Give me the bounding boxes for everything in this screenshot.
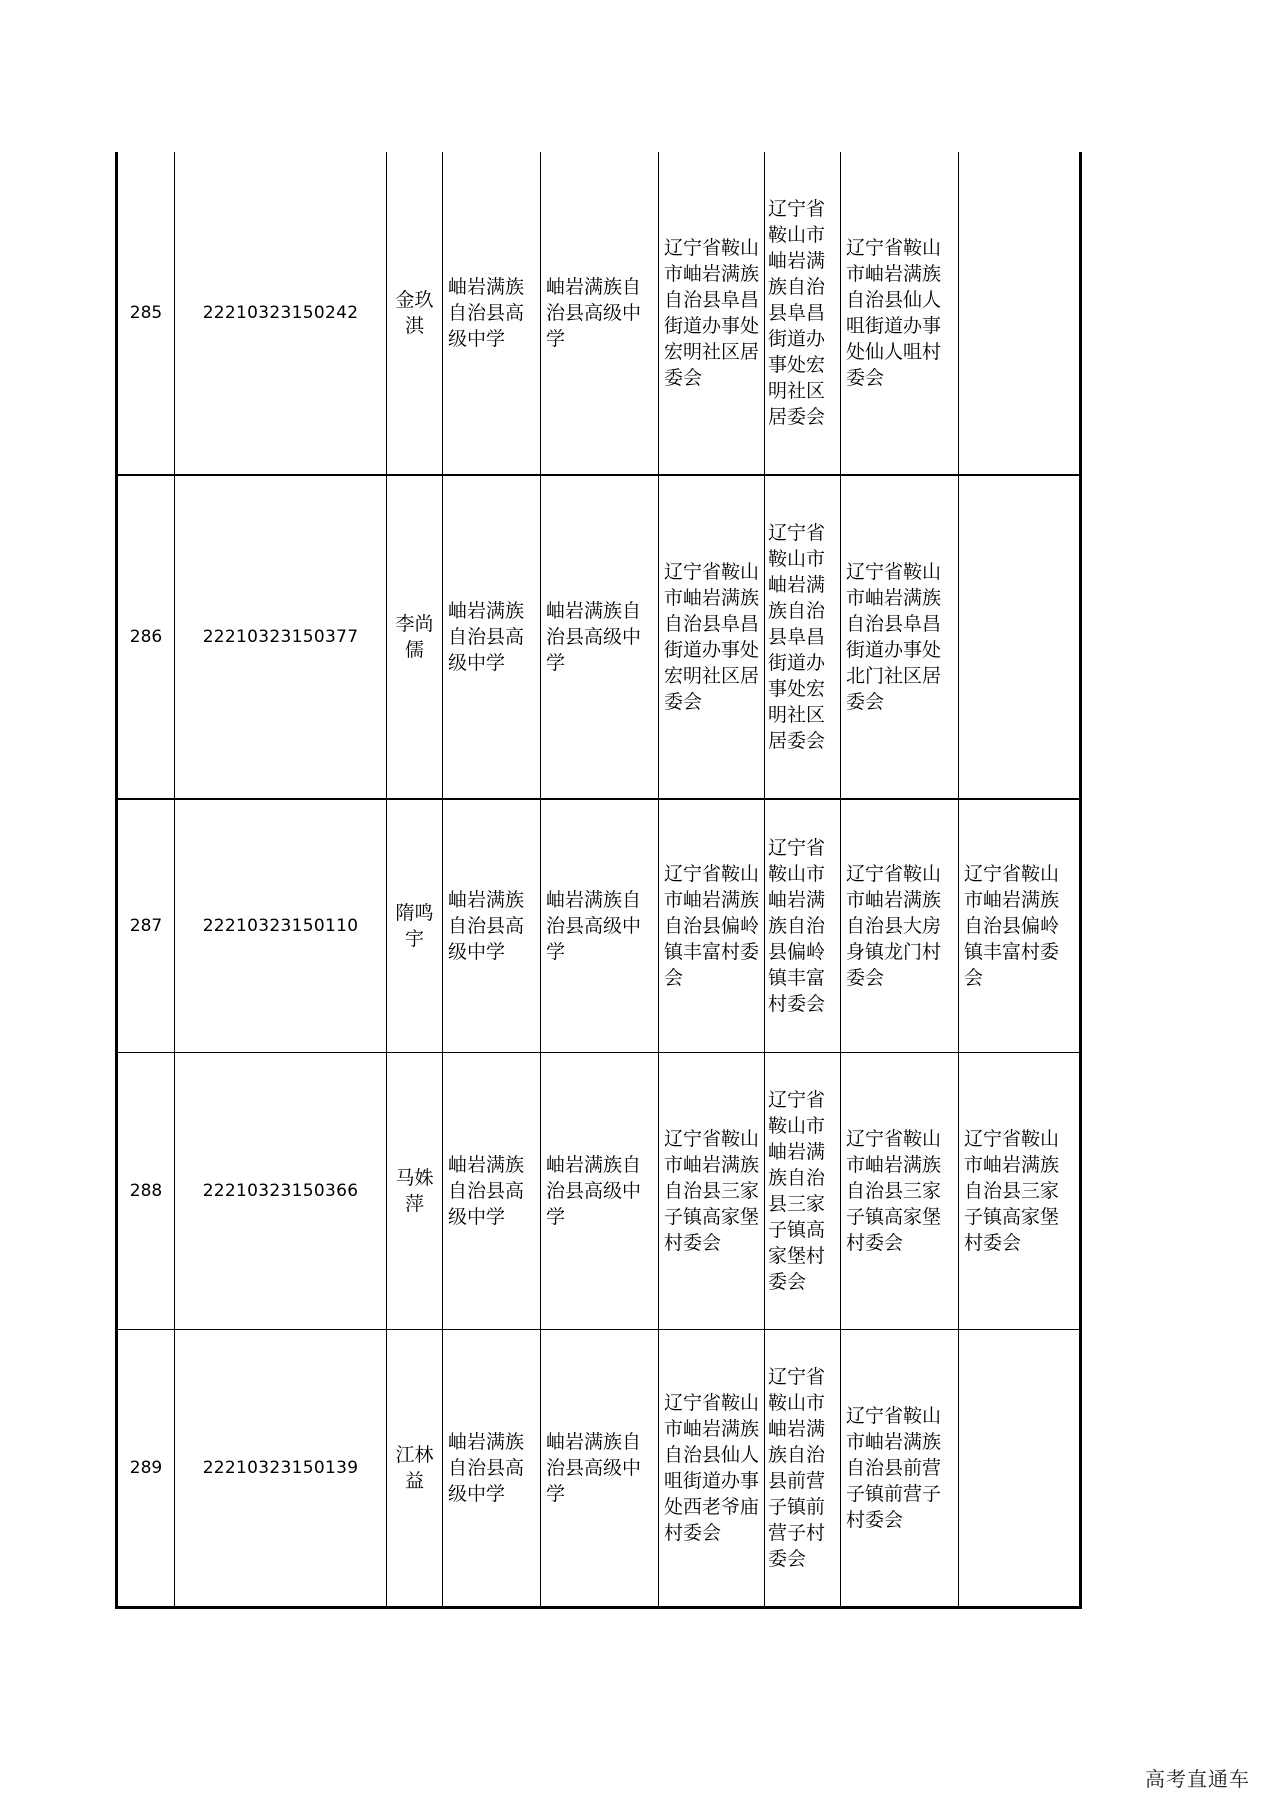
school: 岫岩满族自治县高级中学 [443, 475, 541, 799]
school-2: 岫岩满族自治县高级中学 [541, 1053, 659, 1330]
student-name: 金玖淇 [387, 152, 443, 475]
address-3: 辽宁省鞍山市岫岩满族自治县大房身镇龙门村委会 [841, 799, 959, 1053]
student-name: 江林益 [387, 1330, 443, 1608]
address-2: 辽宁省鞍山市岫岩满族自治县阜昌街道办事处宏明社区居委会 [765, 475, 841, 799]
table-row [117, 1330, 1081, 1608]
address-4 [959, 1330, 1081, 1608]
row-number: 289 [117, 1330, 175, 1608]
address-2: 辽宁省鞍山市岫岩满族自治县三家子镇高家堡村委会 [765, 1053, 841, 1330]
student-name: 隋鸣宇 [387, 799, 443, 1053]
student-name: 马姝萍 [387, 1053, 443, 1330]
address-1: 辽宁省鞍山市岫岩满族自治县偏岭镇丰富村委会 [659, 799, 765, 1053]
address-1: 辽宁省鞍山市岫岩满族自治县仙人咀街道办事处西老爷庙村委会 [659, 1330, 765, 1608]
school: 岫岩满族自治县高级中学 [443, 152, 541, 475]
exam-id: 22210323150139 [175, 1330, 387, 1608]
exam-id: 22210323150366 [175, 1053, 387, 1330]
row-number: 287 [117, 799, 175, 1053]
row-number: 286 [117, 475, 175, 799]
address-3: 辽宁省鞍山市岫岩满族自治县前营子镇前营子村委会 [841, 1330, 959, 1608]
address-4 [959, 152, 1081, 475]
row-number: 288 [117, 1053, 175, 1330]
student-name: 李尚儒 [387, 475, 443, 799]
exam-id: 22210323150110 [175, 799, 387, 1053]
address-4: 辽宁省鞍山市岫岩满族自治县三家子镇高家堡村委会 [959, 1053, 1081, 1330]
school: 岫岩满族自治县高级中学 [443, 1330, 541, 1608]
row-number: 285 [117, 152, 175, 475]
address-2: 辽宁省鞍山市岫岩满族自治县前营子镇前营子村委会 [765, 1330, 841, 1608]
address-4: 辽宁省鞍山市岫岩满族自治县偏岭镇丰富村委会 [959, 799, 1081, 1053]
address-3: 辽宁省鞍山市岫岩满族自治县三家子镇高家堡村委会 [841, 1053, 959, 1330]
roster-table [115, 152, 1082, 1609]
table-row [117, 475, 1081, 799]
address-2: 辽宁省鞍山市岫岩满族自治县阜昌街道办事处宏明社区居委会 [765, 152, 841, 475]
school-2: 岫岩满族自治县高级中学 [541, 475, 659, 799]
watermark-text: 高考直通车 [1145, 1767, 1250, 1791]
school-2: 岫岩满族自治县高级中学 [541, 799, 659, 1053]
address-2: 辽宁省鞍山市岫岩满族自治县偏岭镇丰富村委会 [765, 799, 841, 1053]
table-row [117, 152, 1081, 475]
address-1: 辽宁省鞍山市岫岩满族自治县三家子镇高家堡村委会 [659, 1053, 765, 1330]
address-3: 辽宁省鞍山市岫岩满族自治县仙人咀街道办事处仙人咀村委会 [841, 152, 959, 475]
school-2: 岫岩满族自治县高级中学 [541, 1330, 659, 1608]
address-1: 辽宁省鞍山市岫岩满族自治县阜昌街道办事处宏明社区居委会 [659, 475, 765, 799]
school-2: 岫岩满族自治县高级中学 [541, 152, 659, 475]
exam-id: 22210323150377 [175, 475, 387, 799]
address-1: 辽宁省鞍山市岫岩满族自治县阜昌街道办事处宏明社区居委会 [659, 152, 765, 475]
table-row [117, 799, 1081, 1053]
school: 岫岩满族自治县高级中学 [443, 1053, 541, 1330]
address-4 [959, 475, 1081, 799]
school: 岫岩满族自治县高级中学 [443, 799, 541, 1053]
address-3: 辽宁省鞍山市岫岩满族自治县阜昌街道办事处北门社区居委会 [841, 475, 959, 799]
table-row [117, 1053, 1081, 1330]
exam-id: 22210323150242 [175, 152, 387, 475]
